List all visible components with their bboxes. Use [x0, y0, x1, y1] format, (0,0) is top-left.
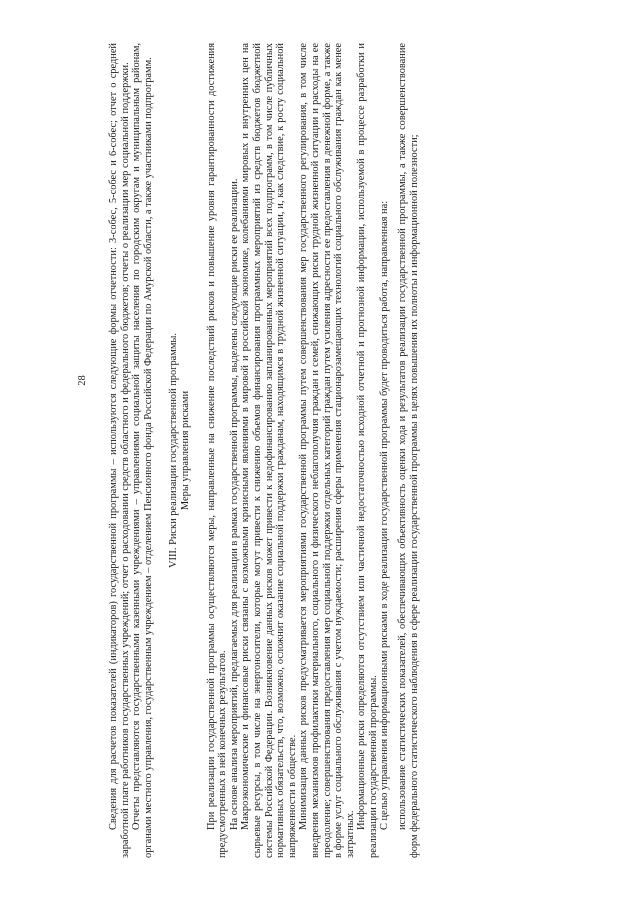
page-number: 28 — [77, 375, 88, 386]
paragraph-reporting-forms: Сведения для расчетов показателей (индикаторов) государственной программы – используются следующие формы отчетности: 3-собес, 5-собес и 6-собес; отчет о средней заработной плате работников государственных учреждений; отчет о расходовании средств областного и федерального бюджетов; отчеты о реализации мер социальной поддержки. — [108, 43, 131, 858]
paragraph-reporting-bodies: Отчеты представляются государственными казенными учреждениями – управлениями социальной защиты населения по городским округам и муниципальным районам, органами местного управления, государственным учреждением – отделением Пенсионного фонда Российской Федерации по Амурской области, а также участниками подпрограмм. — [131, 43, 154, 858]
paragraph-risk-measures: При реализации государственной программы осуществляются меры, направленные на снижение последствий рисков и повышение уровня гарантированности достижения предусмотренных в ней конечных результатов. — [205, 43, 229, 858]
section-title: VIII. Риски реализации государственной программы. — [168, 332, 180, 569]
paragraph-statistics-usage: использование статистических показателей, обеспечивающих объективность оценки хода и результатов реализации государственной программы, а также совершенствование форм федерального статистического наблюдения в сфере реализации государственной программы в целях повышения их полноты и информационной полезности; — [397, 43, 420, 858]
paragraph-macro-risks: Макроэкономические и финансовые риски связаны с возможными кризисными явлениями в мировой и российской экономике, колебаниями мировых и внутренних цен на сырьевые ресурсы, в том числе на энергоносители, которые могут привести к снижению объемов финансирования программных мероприятий из средств бюджетов бюджетной системы Российской Федерации. Возникновение данных рисков может привести к недофинансированию запланированных мероприятий всех подпрограмм, в том числе публичных нормативных обязательств, что, возможно, осложнит оказание социальной поддержки гражданам, находящимся в трудной жизненной ситуации, и, как следствие, к росту социальной напряженности в обществе. — [240, 43, 298, 858]
paragraph-risk-minimization: Минимизация данных рисков предусматривается мероприятиями государственной программы путем совершенствования мер государственного регулирования, в том числе внедрения механизмов профилактики материального, социального и физического неблагополучия граждан и семей, снижающих риски трудной жизненной ситуации и расходы на ее преодоление; совершенствования предоставления мер социальной поддержки отдельных категорий граждан путем усиления адресности ее предоставления в денежной форме, а также в форме услуг социального обслуживания с учетом нуждаемости; расширения сферы применения стационарозамещающих технологий социального обслуживания граждан как менее затратных. — [298, 43, 356, 858]
section-subtitle: Меры управления рисками — [179, 390, 191, 511]
paragraph-risk-analysis: На основе анализа мероприятий, предлагаемых для реализации в рамках государственной программы, выделены следующие риски ее реализации. — [228, 178, 240, 830]
rotated-text-block — [72, 43, 584, 858]
paragraph-information-risk-management: С целью управления информационными рисками в ходе реализации государственной программы будет проводиться работа, направленная на: — [379, 200, 391, 830]
paragraph-information-risks: Информационные риски определяются отсутствием или частичной недостаточностью исходной отчетной и прогнозной информации, используемой в процессе разработки и реализации государственной программы. — [356, 43, 379, 858]
